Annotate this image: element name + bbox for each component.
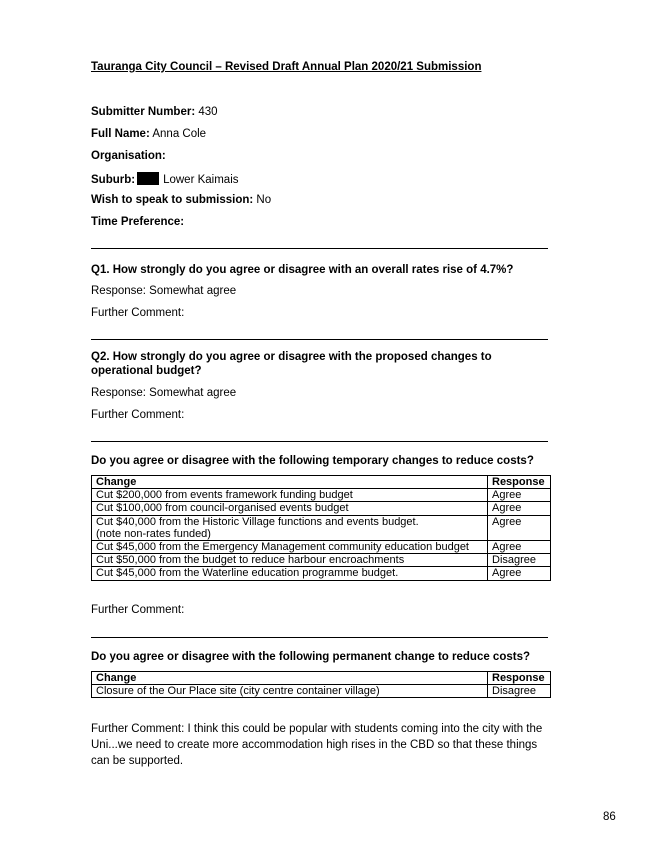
q1-question: Q1. How strongly do you agree or disagree with an overall rates rise of 4.7%? (91, 264, 514, 276)
table-header-row (92, 672, 551, 685)
q2-comment: Further Comment: (91, 409, 185, 421)
table-header-row (92, 476, 551, 489)
suburb-label: Suburb: (91, 174, 136, 186)
change-cell: Cut $40,000 from the Historic Village functions and events budget. (note non-rates funded) (92, 515, 488, 540)
wish-to-speak-label: Wish to speak to submission: (91, 194, 254, 206)
change-cell: Cut $100,000 from council-organised events budget (92, 502, 488, 515)
response-cell: Agree (488, 489, 551, 502)
redaction-block (137, 172, 159, 185)
time-preference-label: Time Preference: (91, 216, 185, 228)
submitter-number-label: Submitter Number: (91, 106, 196, 118)
q1-comment: Further Comment: (91, 307, 185, 319)
column-header-change: Change (92, 672, 488, 685)
response-cell: Agree (488, 502, 551, 515)
divider (91, 637, 548, 638)
change-cell: Cut $45,000 from the Emergency Management community education budget (92, 541, 488, 554)
response-cell: Disagree (488, 685, 551, 698)
full-name-label: Full Name: (91, 128, 150, 140)
table-row (92, 541, 551, 554)
perm-comment: Further Comment: I think this could be popular with students coming into the city with the Uni...we need to create more accommodation high rises in the CBD so that these things can be supported. (91, 723, 543, 767)
table-row (92, 515, 551, 540)
submitter-number (91, 106, 218, 118)
full-name-value: Anna Cole (152, 128, 207, 140)
page-number: 86 (603, 811, 616, 823)
table-row (92, 567, 551, 580)
q2-response: Response: Somewhat agree (91, 387, 237, 399)
wish-to-speak-value: No (256, 194, 272, 206)
divider (91, 441, 548, 442)
time-preference (91, 216, 184, 228)
change-cell: Cut $50,000 from the budget to reduce harbour encroachments (92, 554, 488, 567)
permanent-change-table (91, 671, 551, 698)
table-row (92, 685, 551, 698)
suburb (91, 172, 239, 186)
table-row (92, 554, 551, 567)
response-cell: Agree (488, 541, 551, 554)
document-title: Tauranga City Council – Revised Draft Annual Plan 2020/21 Submission (91, 61, 482, 73)
change-cell: Cut $45,000 from the Waterline education programme budget. (92, 567, 488, 580)
change-cell: Closure of the Our Place site (city centre container village) (92, 685, 488, 698)
column-header-response: Response (488, 672, 551, 685)
wish-to-speak (91, 194, 271, 206)
table-row (92, 502, 551, 515)
response-cell: Disagree (488, 554, 551, 567)
response-cell: Agree (488, 567, 551, 580)
submitter-number-value: 430 (198, 106, 218, 118)
divider (91, 248, 548, 249)
temp-question: Do you agree or disagree with the following temporary changes to reduce costs? (91, 455, 534, 467)
column-header-response: Response (488, 476, 551, 489)
full-name (91, 128, 206, 140)
q1-response: Response: Somewhat agree (91, 285, 237, 297)
organisation-label: Organisation: (91, 150, 166, 162)
response-cell: Agree (488, 515, 551, 540)
perm-question: Do you agree or disagree with the following permanent change to reduce costs? (91, 651, 530, 663)
change-cell: Cut $200,000 from events framework funding budget (92, 489, 488, 502)
suburb-value: Lower Kaimais (163, 174, 239, 186)
temporary-changes-table (91, 475, 551, 581)
divider (91, 339, 548, 340)
q2-question: Q2. How strongly do you agree or disagree with the proposed changes to operational budget? (91, 351, 492, 377)
column-header-change: Change (92, 476, 488, 489)
organisation (91, 150, 166, 162)
table-row (92, 489, 551, 502)
temp-comment: Further Comment: (91, 604, 185, 616)
